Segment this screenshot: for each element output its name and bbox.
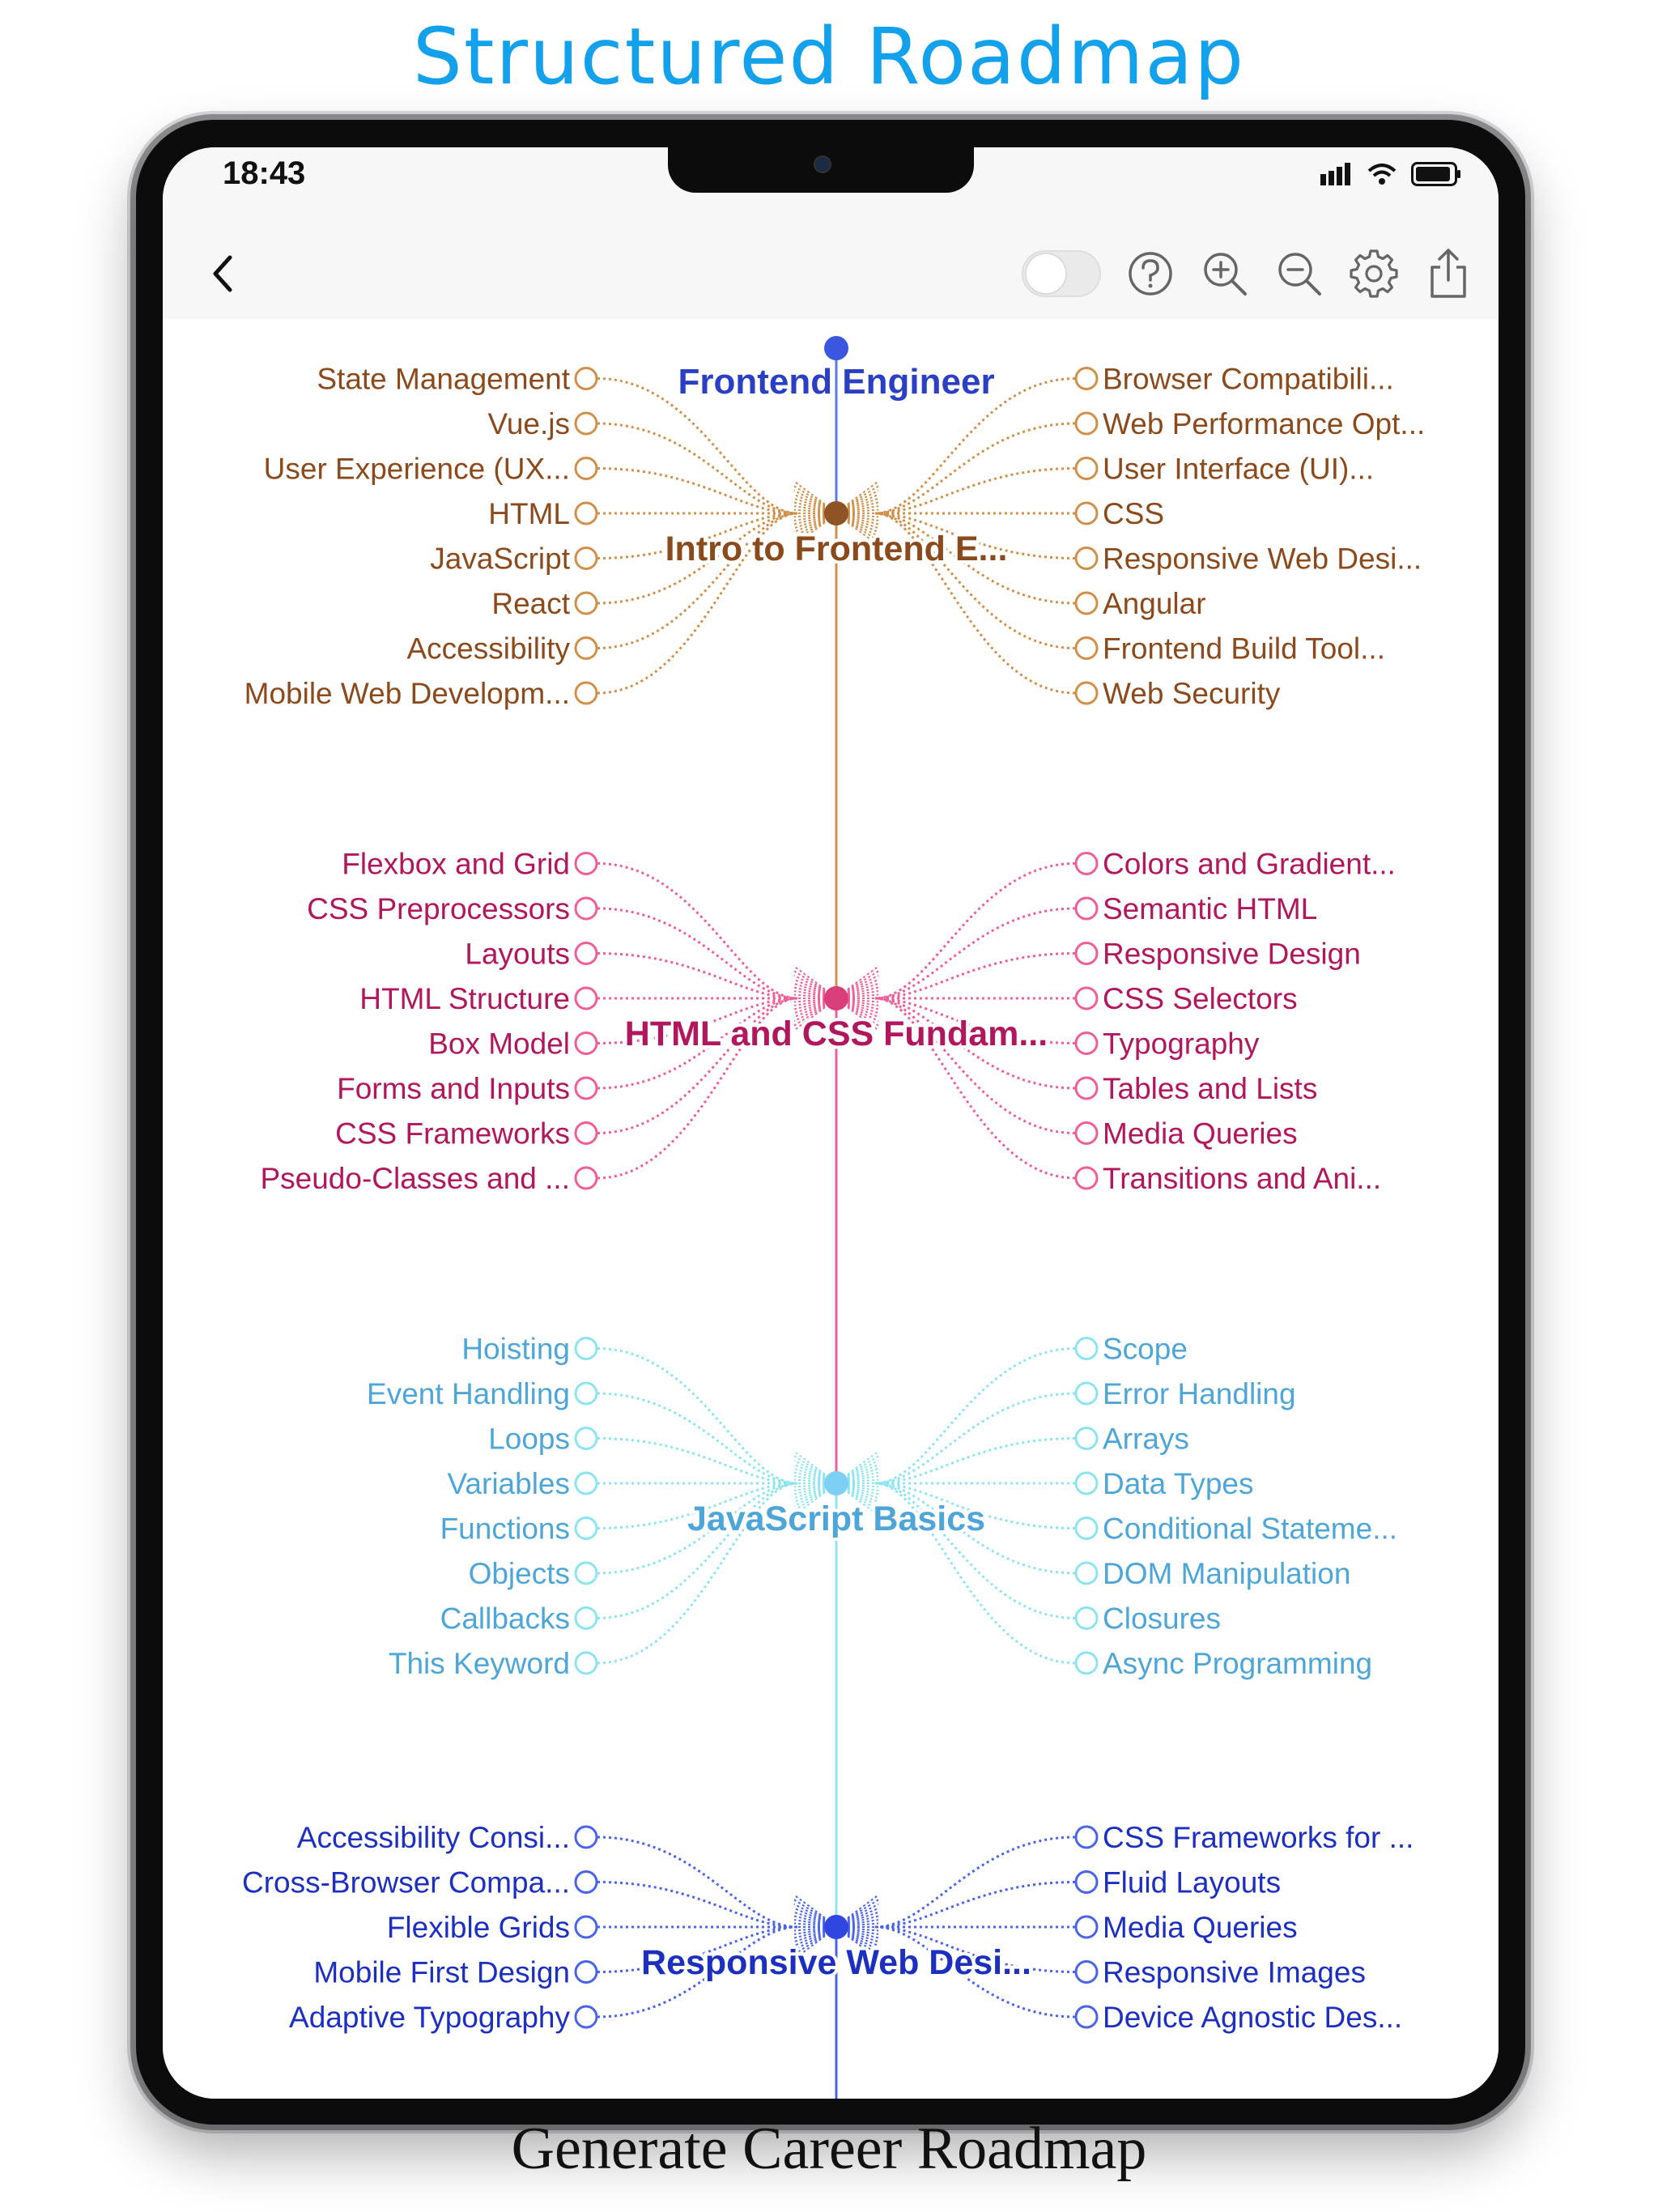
topic-label[interactable]: Error Handling bbox=[1103, 1377, 1296, 1410]
topic-label[interactable]: Adaptive Typography bbox=[289, 2001, 570, 2034]
section-hub-node[interactable] bbox=[824, 1915, 848, 1939]
hub-ray bbox=[794, 486, 825, 505]
topic-label[interactable]: Callbacks bbox=[440, 1602, 570, 1636]
topic-node-circle[interactable] bbox=[576, 503, 597, 524]
topic-label[interactable]: User Experience (UX... bbox=[263, 452, 570, 486]
topic-label[interactable]: Cross-Browser Compa... bbox=[241, 1865, 570, 1899]
topic-label[interactable]: DOM Manipulation bbox=[1103, 1557, 1351, 1590]
branch-link bbox=[597, 423, 797, 513]
topic-node-circle[interactable] bbox=[576, 1872, 597, 1893]
zoom-in-button[interactable] bbox=[1201, 228, 1249, 319]
topic-label[interactable]: CSS Selectors bbox=[1103, 982, 1298, 1015]
zoom-in-icon bbox=[1201, 250, 1248, 297]
hub-ray bbox=[794, 510, 825, 513]
root-node[interactable] bbox=[824, 336, 848, 360]
topic-label[interactable]: Semantic HTML bbox=[1103, 892, 1318, 925]
hub-ray bbox=[794, 514, 825, 517]
topic-node-circle[interactable] bbox=[1076, 988, 1097, 1009]
topic-node-circle[interactable] bbox=[576, 548, 597, 569]
topic-node-circle[interactable] bbox=[576, 1473, 597, 1494]
branch-link bbox=[597, 1393, 797, 1483]
settings-button[interactable] bbox=[1350, 228, 1398, 319]
topic-node-circle[interactable] bbox=[1076, 1338, 1097, 1359]
topic-label[interactable]: Accessibility Consi... bbox=[296, 1821, 570, 1854]
roadmap-canvas[interactable] bbox=[163, 319, 1499, 2099]
branch-link bbox=[597, 864, 797, 999]
hub-ray bbox=[848, 1899, 878, 1919]
topic-node-circle[interactable] bbox=[1076, 1428, 1097, 1449]
zoom-out-button[interactable] bbox=[1275, 228, 1324, 319]
root-title[interactable]: Frontend Engineer bbox=[678, 362, 995, 402]
hub-ray bbox=[848, 971, 878, 990]
zoom-out-icon bbox=[1276, 250, 1323, 297]
topic-node-circle[interactable] bbox=[1076, 1123, 1097, 1144]
settings-icon bbox=[1350, 249, 1398, 298]
hub-ray bbox=[794, 1484, 825, 1487]
topic-node-circle[interactable] bbox=[576, 853, 597, 874]
topic-node-circle[interactable] bbox=[576, 1383, 597, 1404]
hub-ray bbox=[848, 1456, 878, 1475]
topic-node-circle[interactable] bbox=[576, 1338, 597, 1359]
hub-ray bbox=[794, 1899, 825, 1919]
branch-link bbox=[875, 1349, 1075, 1484]
topic-node-circle[interactable] bbox=[1076, 1383, 1097, 1404]
topic-node-circle[interactable] bbox=[576, 638, 597, 659]
topic-node-circle[interactable] bbox=[1076, 368, 1097, 389]
share-icon bbox=[1427, 248, 1469, 300]
topic-label[interactable]: Objects bbox=[468, 1557, 570, 1590]
app-screen bbox=[163, 147, 1499, 2099]
topic-label[interactable]: Flexible Grids bbox=[386, 1911, 570, 1944]
status-bar bbox=[163, 147, 1499, 228]
topic-node-circle[interactable] bbox=[576, 2006, 597, 2027]
topic-node-circle[interactable] bbox=[576, 1608, 597, 1629]
topic-node-circle[interactable] bbox=[576, 413, 597, 434]
topic-node-circle[interactable] bbox=[576, 1563, 597, 1584]
topic-node-circle[interactable] bbox=[576, 1123, 597, 1144]
topic-node-circle[interactable] bbox=[576, 1827, 597, 1848]
help-button[interactable] bbox=[1126, 228, 1175, 319]
topic-node-circle[interactable] bbox=[576, 1962, 597, 1983]
section-title[interactable]: HTML and CSS Fundam... bbox=[624, 1015, 1048, 1053]
hub-ray bbox=[794, 1924, 825, 1926]
back-button[interactable] bbox=[198, 228, 247, 319]
chevron-left-icon bbox=[210, 253, 235, 295]
wifi-icon bbox=[1367, 163, 1397, 185]
topic-label[interactable]: Forms and Inputs bbox=[337, 1072, 570, 1105]
hub-ray bbox=[794, 1456, 825, 1475]
topic-label[interactable]: CSS Frameworks bbox=[335, 1117, 570, 1151]
topic-node-circle[interactable] bbox=[576, 368, 597, 389]
topic-node-circle[interactable] bbox=[1076, 683, 1097, 704]
section-title[interactable]: JavaScript Basics bbox=[687, 1499, 986, 1538]
topic-label[interactable]: Variables bbox=[447, 1467, 570, 1500]
topic-node-circle[interactable] bbox=[576, 1653, 597, 1674]
topic-node-circle[interactable] bbox=[1076, 853, 1097, 874]
topic-label[interactable]: Layouts bbox=[465, 937, 570, 971]
topic-label[interactable]: State Management bbox=[317, 362, 570, 396]
topic-label[interactable]: Tables and Lists bbox=[1103, 1072, 1318, 1105]
topic-node-circle[interactable] bbox=[1076, 503, 1097, 524]
topic-node-circle[interactable] bbox=[1076, 1653, 1097, 1674]
topic-node-circle[interactable] bbox=[576, 898, 597, 919]
topic-label[interactable]: HTML Structure bbox=[359, 982, 570, 1015]
hub-ray bbox=[794, 995, 825, 998]
section-hub-node[interactable] bbox=[824, 501, 848, 525]
topic-label[interactable]: Pseudo-Classes and ... bbox=[260, 1162, 570, 1195]
topic-node-circle[interactable] bbox=[1076, 548, 1097, 569]
topic-label[interactable]: Angular bbox=[1103, 587, 1206, 620]
topic-label[interactable]: Colors and Gradient... bbox=[1103, 847, 1396, 881]
topic-label[interactable]: Flexbox and Grid bbox=[342, 847, 570, 881]
topic-label[interactable]: Scope bbox=[1103, 1332, 1188, 1366]
topic-node-circle[interactable] bbox=[1076, 1827, 1097, 1848]
topic-node-circle[interactable] bbox=[576, 1916, 597, 1938]
branch-link bbox=[875, 423, 1075, 513]
topic-label[interactable]: Responsive Design bbox=[1103, 937, 1361, 971]
camera-notch bbox=[668, 147, 974, 193]
topic-node-circle[interactable] bbox=[1076, 943, 1097, 964]
topic-node-circle[interactable] bbox=[1076, 413, 1097, 434]
topic-label[interactable]: Vue.js bbox=[487, 407, 570, 440]
topic-label[interactable]: Responsive Images bbox=[1103, 1955, 1366, 1989]
topic-node-circle[interactable] bbox=[1076, 1872, 1097, 1893]
hub-ray bbox=[848, 1484, 878, 1487]
hub-ray bbox=[848, 1928, 878, 1930]
section-title[interactable]: Responsive Web Desi... bbox=[641, 1943, 1031, 1982]
toolbar bbox=[163, 228, 1499, 319]
topic-label[interactable]: Mobile First Design bbox=[313, 1955, 570, 1989]
topic-node-circle[interactable] bbox=[576, 458, 597, 479]
hub-ray bbox=[848, 1480, 878, 1482]
topic-label[interactable]: Data Types bbox=[1103, 1467, 1254, 1500]
topic-node-circle[interactable] bbox=[1076, 898, 1097, 919]
hub-ray bbox=[848, 999, 878, 1002]
topic-node-circle[interactable] bbox=[1076, 2006, 1097, 2027]
hub-ray bbox=[794, 1928, 825, 1930]
roadmap-mindmap[interactable] bbox=[163, 319, 1499, 2099]
topic-node-circle[interactable] bbox=[1076, 1962, 1097, 1983]
topic-label[interactable]: Browser Compatibili... bbox=[1103, 362, 1394, 396]
section-hub-node[interactable] bbox=[824, 986, 848, 1010]
promo-title: Structured Roadmap bbox=[412, 11, 1246, 102]
topic-node-circle[interactable] bbox=[576, 683, 597, 704]
view-toggle[interactable] bbox=[1021, 228, 1102, 319]
topic-label[interactable]: Media Queries bbox=[1103, 1911, 1298, 1944]
section-hub-node[interactable] bbox=[824, 1471, 848, 1495]
topic-node-circle[interactable] bbox=[576, 943, 597, 964]
topic-node-circle[interactable] bbox=[576, 1168, 597, 1189]
help-icon bbox=[1127, 250, 1174, 297]
topic-label[interactable]: HTML bbox=[488, 497, 570, 530]
topic-node-circle[interactable] bbox=[1076, 1916, 1097, 1938]
hub-ray bbox=[848, 1924, 878, 1926]
topic-label[interactable]: Functions bbox=[440, 1512, 570, 1546]
hub-ray bbox=[794, 999, 825, 1002]
branch-link bbox=[597, 1837, 797, 1927]
topic-node-circle[interactable] bbox=[1076, 1078, 1097, 1099]
topic-node-circle[interactable] bbox=[576, 1078, 597, 1099]
topic-label[interactable]: Transitions and Ani... bbox=[1103, 1162, 1382, 1195]
topic-label[interactable]: React bbox=[491, 587, 570, 620]
branch-link bbox=[875, 908, 1075, 998]
branch-link bbox=[875, 1393, 1075, 1483]
topic-label[interactable]: Event Handling bbox=[367, 1377, 570, 1410]
topic-label[interactable]: Arrays bbox=[1103, 1422, 1189, 1456]
branch-link bbox=[875, 1837, 1075, 1927]
hub-ray bbox=[848, 510, 878, 513]
topic-label[interactable]: Accessibility bbox=[406, 632, 570, 666]
status-icons bbox=[1320, 162, 1461, 186]
topic-label[interactable]: Fluid Layouts bbox=[1103, 1865, 1282, 1899]
topic-node-circle[interactable] bbox=[1076, 1033, 1097, 1054]
topic-node-circle[interactable] bbox=[576, 593, 597, 614]
topic-label[interactable]: CSS Preprocessors bbox=[307, 892, 570, 925]
topic-node-circle[interactable] bbox=[1076, 1473, 1097, 1494]
topic-label[interactable]: Responsive Web Desi... bbox=[1103, 542, 1422, 576]
battery-icon bbox=[1411, 162, 1461, 186]
topic-node-circle[interactable] bbox=[1076, 1518, 1097, 1539]
hub-ray bbox=[848, 514, 878, 517]
topic-label[interactable]: Closures bbox=[1103, 1602, 1221, 1636]
topic-node-circle[interactable] bbox=[1076, 458, 1097, 479]
hub-ray bbox=[848, 995, 878, 998]
branch-link bbox=[875, 864, 1075, 999]
topic-label[interactable]: Mobile Web Developm... bbox=[244, 677, 570, 710]
topic-node-circle[interactable] bbox=[1076, 593, 1097, 614]
node-layer bbox=[242, 336, 1425, 2034]
topic-node-circle[interactable] bbox=[576, 1033, 597, 1054]
hub-ray bbox=[848, 486, 878, 505]
topic-label[interactable]: Hoisting bbox=[461, 1332, 570, 1366]
topic-label[interactable]: Frontend Build Tool... bbox=[1103, 632, 1385, 666]
topic-node-circle[interactable] bbox=[1076, 1563, 1097, 1584]
topic-label[interactable]: Typography bbox=[1103, 1027, 1260, 1061]
topic-label[interactable]: Media Queries bbox=[1103, 1117, 1298, 1151]
topic-node-circle[interactable] bbox=[1076, 638, 1097, 659]
topic-node-circle[interactable] bbox=[1076, 1608, 1097, 1629]
topic-node-circle[interactable] bbox=[576, 1518, 597, 1539]
hub-ray bbox=[794, 971, 825, 990]
share-button[interactable] bbox=[1424, 228, 1473, 319]
topic-label[interactable]: Device Agnostic Des... bbox=[1103, 2001, 1403, 2034]
topic-node-circle[interactable] bbox=[1076, 1168, 1097, 1189]
topic-label[interactable]: Async Programming bbox=[1103, 1647, 1373, 1680]
topic-label[interactable]: JavaScript bbox=[430, 542, 570, 576]
topic-node-circle[interactable] bbox=[576, 988, 597, 1009]
topic-label[interactable]: Loops bbox=[488, 1422, 570, 1456]
topic-label[interactable]: CSS Frameworks for ... bbox=[1103, 1821, 1414, 1854]
topic-label[interactable]: This Keyword bbox=[388, 1647, 570, 1680]
topic-label[interactable]: Web Performance Opt... bbox=[1103, 407, 1426, 440]
topic-label[interactable]: Conditional Stateme... bbox=[1103, 1512, 1398, 1546]
topic-label[interactable]: Box Model bbox=[428, 1027, 570, 1061]
signal-icon bbox=[1320, 163, 1353, 185]
status-time: 18:43 bbox=[223, 155, 306, 191]
promo-caption: Generate Career Roadmap bbox=[511, 2116, 1147, 2182]
topic-label[interactable]: CSS bbox=[1103, 497, 1165, 530]
topic-label[interactable]: User Interface (UI)... bbox=[1103, 452, 1375, 486]
section-title[interactable]: Intro to Frontend E... bbox=[665, 530, 1008, 568]
topic-node-circle[interactable] bbox=[576, 1428, 597, 1449]
camera-icon bbox=[814, 155, 831, 173]
hub-ray bbox=[794, 1480, 825, 1482]
topic-label[interactable]: Web Security bbox=[1103, 677, 1281, 710]
toggle-switch bbox=[1022, 250, 1101, 297]
branch-link bbox=[597, 908, 797, 998]
branch-link bbox=[597, 1349, 797, 1484]
